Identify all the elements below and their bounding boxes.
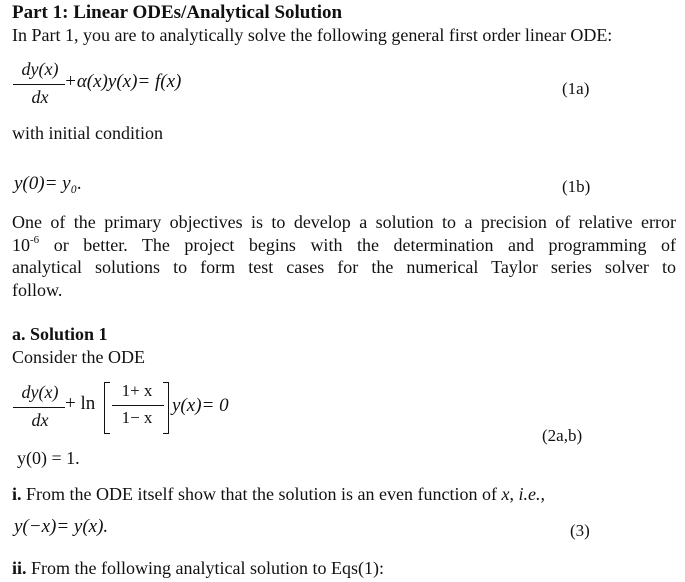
- eq2-tail: y(x)= 0: [172, 395, 229, 416]
- eq3-number: (3): [570, 521, 590, 540]
- item-ii-text: From the following analytical solution to Eqs(1):: [31, 558, 384, 578]
- objective-line-3: analytical solutions to form test cases for the numerical Taylor series solver to: [12, 257, 676, 277]
- eq1a-fraction-bar: [13, 84, 65, 85]
- item-i-comma: ,: [509, 484, 514, 504]
- eq2-number: (2a,b): [542, 426, 583, 445]
- eq1a-denominator: dx: [31, 87, 49, 107]
- eq2-inner-denominator: 1− x: [121, 408, 153, 427]
- item-i-var: x: [501, 484, 510, 504]
- eq2-numerator: dy(x): [21, 382, 59, 402]
- right-bracket: [163, 382, 169, 434]
- item-ii: [12, 558, 384, 579]
- part-title: Part 1: Linear ODEs/Analytical Solution: [12, 2, 343, 23]
- eq1b-number: (1b): [562, 177, 591, 196]
- eq2-denominator: dx: [31, 410, 49, 430]
- precision-exponent: -6: [30, 233, 40, 246]
- with-initial-text: with initial condition: [12, 123, 163, 143]
- objective-line-4: follow.: [12, 279, 63, 300]
- eq2-initial: y(0) = 1.: [17, 448, 80, 468]
- item-i-text: From the ODE itself show that the solution is an even function of: [26, 484, 502, 504]
- item-ii-marker: ii.: [12, 558, 27, 578]
- eq3-expr: y(−x)= y(x).: [14, 516, 109, 537]
- intro-text: In Part 1, you are to analytically solve the following general first order linear ODE:: [12, 25, 613, 45]
- objective-line-1: One of the primary objectives is to develop a solution to a precision of relative error: [12, 212, 676, 232]
- consider-text: Consider the ODE: [12, 347, 145, 367]
- eq2-inner-fraction-bar: [112, 405, 164, 406]
- eq1a-rest: +α(x)y(x)= f(x): [64, 71, 182, 92]
- eq2-inner-numerator: 1+ x: [121, 381, 153, 400]
- item-i-ie: i.e.: [518, 484, 541, 504]
- objective-line-2-text: or better. The project begins with the determination and programming of: [39, 234, 676, 255]
- objective-paragraph: [12, 211, 676, 301]
- item-i: [12, 484, 545, 505]
- item-i-marker: i.: [12, 484, 22, 504]
- objective-line-2: [12, 234, 676, 257]
- section-a-heading: a. Solution 1: [12, 324, 108, 344]
- eq2-fraction-bar: [13, 407, 65, 408]
- eq1a-numerator: dy(x): [21, 59, 59, 79]
- item-i-comma2: ,: [540, 484, 545, 504]
- precision-base: 10: [12, 234, 30, 255]
- eq2-plus-ln: + ln: [65, 393, 96, 414]
- eq1b-expr: y(0)= y₀.: [14, 173, 82, 194]
- eq1a-number: (1a): [562, 79, 590, 98]
